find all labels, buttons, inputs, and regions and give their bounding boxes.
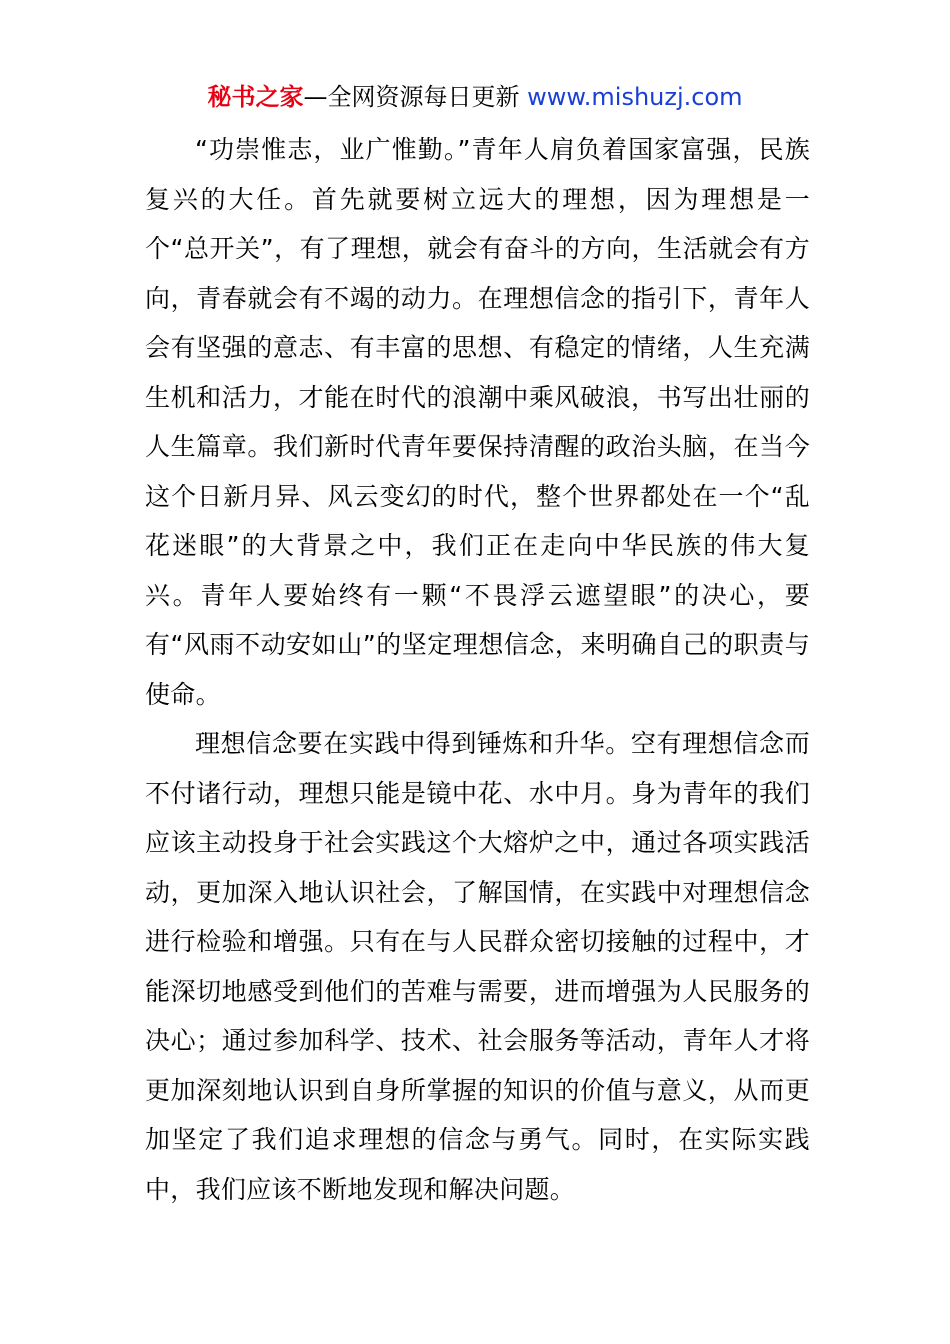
paragraph-2: 理想信念要在实践中得到锤炼和升华。空有理想信念而不付诸行动，理想只能是镜中花、水中月。身为青年的我们应该主动投身于社会实践这个大熔炉之中，通过各项实践活动，更加深入地认识社会，了解国情，在实践中对理想信念进行检验和增强。只有在与人民群众密切接触的过程中，才能深切地感受到他们的苦难与需要，进而增强为人民服务的决心；通过参加科学、技术、社会服务等活动，青年人才将更加深刻地认识到自身所掌握的知识的价值与意义，从而更加坚定了我们追求理想的信念与勇气。同时，在实际实践中，我们应该不断地发现和解决问题。 — [145, 729, 810, 1204]
document-body — [145, 125, 810, 1214]
page-header — [0, 80, 950, 114]
paragraph-1: “功崇惟志，业广惟勤。”青年人肩负着国家富强，民族复兴的大任。首先就要树立远大的理想，因为理想是一个“总开关”，有了理想，就会有奋斗的方向，生活就会有方向，青春就会有不竭的动力。在理想信念的指引下，青年人会有坚强的意志、有丰富的思想、有稳定的情绪，人生充满生机和活力，才能在时代的浪潮中乘风破浪，书写出壮丽的人生篇章。我们新时代青年要保持清醒的政治头脑，在当今这个日新月异、风云变幻的时代，整个世界都处在一个“乱花迷眼”的大背景之中，我们正在走向中华民族的伟大复兴。青年人要始终有一颗“不畏浮云遮望眼”的决心，要有“风雨不动安如山”的坚定理想信念，来明确自己的职责与使命。 — [145, 135, 810, 709]
website-link[interactable]: www.mishuzj.com — [527, 83, 743, 111]
brand-name: 秘书之家 — [207, 83, 304, 111]
header-tagline: —全网资源每日更新 — [303, 83, 528, 111]
